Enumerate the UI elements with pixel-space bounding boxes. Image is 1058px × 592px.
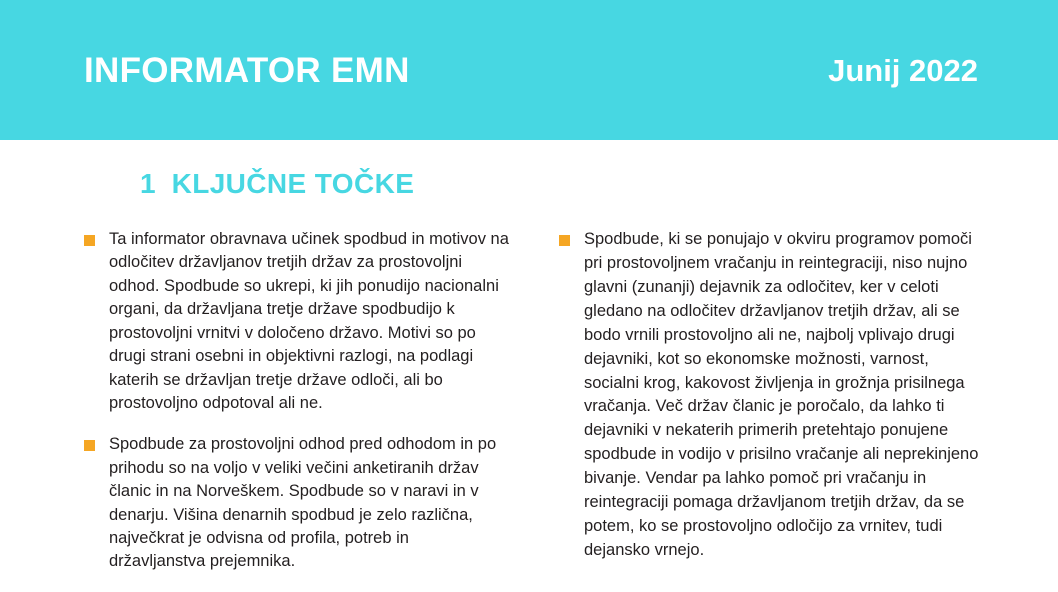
square-bullet-icon: [84, 235, 95, 246]
section-number: 1: [140, 168, 156, 199]
list-item-text: Ta informator obravnava učinek spodbud in motivov na odločitev državljanov tretjih držav za prostovoljni odhod. Spodbude so ukrepi, ki jih ponudijo nacionalni organi, da državljana tretje države spodbudijo k prostovoljni vrnitvi v določeno državo. Motivi so po drugi strani osebni in objektivni razlogi, na podlagi katerih se državljan tretje države odloči, ali bo prostovoljno odpotoval ali ne.: [109, 230, 509, 412]
list-item-text: Spodbude, ki se ponujajo v okviru programov pomoči pri prostovoljnem vračanju in reintegraciji, niso nujno glavni (zunanji) dejavnik za odločitev, ker v celoti gledano na odločitev državljanov tretjih držav, ali se bodo vrnili prostovoljno ali ne, najbolj vplivajo drugi dejavniki, kot so ekonomske možnosti, varnost, socialni krog, kakovost življenja in grožnja prisilnega vračanja. Več držav članic je poročalo, da lahko ti dejavniki v nekaterih primerih pretehtajo ponujene spodbude in vodijo v prisilno vračanje ali neprekinjeno bivanje. Vendar pa lahko pomoč pri vračanju in reintegraciji pomaga državljanom tretjih držav, da se potem, ko se prostovoljno odločijo za vrnitev, tudi dejansko vrnejo.: [584, 230, 979, 559]
right-column: [559, 228, 984, 592]
section-title: KLJUČNE TOČKE: [171, 168, 415, 199]
content-columns: [84, 228, 984, 592]
square-bullet-icon: [84, 440, 95, 451]
list-item-text: Spodbude za prostovoljni odhod pred odhodom in po prihodu so na voljo v veliki večini anketiranih držav članic in na Norveškem. Spodbude so v naravi in v denarju. Višina denarnih spodbud je zelo različna, največkrat je odvisna od profila, potreb in državljanstva prejemnika.: [109, 435, 497, 571]
section-heading: [140, 168, 414, 200]
list-item: [559, 228, 984, 563]
list-item: [84, 228, 509, 415]
header-title: INFORMATOR EMN: [84, 50, 410, 90]
left-column: [84, 228, 509, 592]
document-header: [0, 0, 1058, 140]
header-date: Junij 2022: [828, 52, 978, 88]
square-bullet-icon: [559, 235, 570, 246]
list-item: [84, 433, 509, 574]
